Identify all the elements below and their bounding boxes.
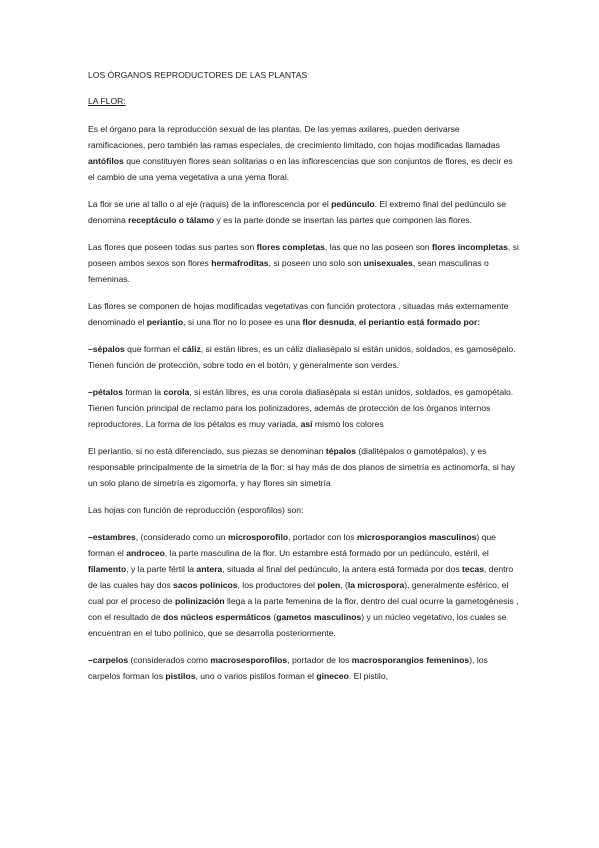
text-run: Las flores que poseen todas sus partes son — [88, 242, 257, 252]
text-run: , si están libres, es una corola dialiasépala si están unidos, soldados, es gamopétalo. Tienen función principal de reclamo para los polinizadores, además de protección de los órganos internos reproductores. La forma de los pétalos es muy variada, — [88, 387, 514, 429]
bold-term: flores completas — [256, 242, 325, 252]
bold-term: la microspora — [347, 580, 405, 590]
text-run: , las que no las poseen son — [324, 242, 432, 252]
bold-term: androceo — [126, 548, 165, 558]
text-run: , sean masculinas o femeninas. — [88, 258, 489, 284]
bold-term: tecas — [462, 564, 485, 574]
text-run: , los productores del — [237, 580, 318, 590]
text-run: , ( — [340, 580, 348, 590]
bold-term: filamento — [88, 564, 127, 574]
text-run: ) que forman el — [88, 532, 496, 558]
text-run: , uno o varios pistilos forman el — [195, 671, 317, 681]
text-run: (considerados como — [128, 655, 211, 665]
bold-term: microsporofilo — [227, 532, 289, 542]
bold-term: gineceo — [316, 671, 349, 681]
bold-term: antófilos — [88, 156, 124, 166]
paragraph — [88, 341, 519, 373]
bold-term: receptáculo o tálamo — [128, 215, 215, 225]
bold-term: unisexuales — [363, 258, 413, 268]
bold-term: pistilos — [165, 671, 196, 681]
bold-term: periantio — [146, 317, 184, 327]
bold-term: gametos masculinos — [276, 612, 362, 622]
text-run: , portador con los — [288, 532, 357, 542]
bold-term: macrosporangios femeninos — [351, 655, 470, 665]
text-run: ), los carpelos forman los — [88, 655, 488, 681]
bold-term: sacos polínicos — [173, 580, 238, 590]
paragraph — [88, 502, 519, 518]
text-run: La flor se une al tallo o al eje (raquis) de la inflorescencia por el — [88, 199, 332, 209]
bold-term: polinización — [174, 596, 225, 606]
bold-term: polen — [317, 580, 341, 590]
bold-term: así — [300, 419, 313, 429]
text-run: El periantio, si no está diferenciado, sus piezas se denominan — [88, 446, 326, 456]
paragraph — [88, 384, 519, 432]
paragraph — [88, 529, 519, 641]
text-run: , portador de los — [287, 655, 352, 665]
bold-term: flores incompletas — [431, 242, 508, 252]
text-run: mismo los colores — [312, 419, 384, 429]
text-run: , si poseen uno solo son — [268, 258, 364, 268]
text-run: ) y un núcleo vegetativo, los cuales se encuentran en el tubo polínico, que se desarrolla posteriormente. — [88, 612, 507, 638]
bold-term: hermafroditas — [211, 258, 269, 268]
bold-term: antera — [196, 564, 223, 574]
text-run: . El pistilo, — [348, 671, 388, 681]
text-run: , si poseen ambos sexos son flores — [88, 242, 519, 268]
text-run: , si una flor no lo posee es una — [183, 317, 303, 327]
paragraph — [88, 298, 519, 330]
bold-term: el periantio está formado por: — [358, 317, 481, 327]
text-run: , dentro de las cuales hay dos — [88, 564, 514, 590]
document-title: LOS ÓRGANOS REPRODUCTORES DE LAS PLANTAS — [88, 70, 308, 80]
bold-term: pedúnculo — [331, 199, 375, 209]
bold-term: corola — [163, 387, 190, 397]
text-run: Las hojas con función de reproducción (esporofilos) son: — [88, 505, 304, 515]
paragraph — [88, 652, 519, 684]
text-run: ), generalmente esférico, el cual por el proceso de — [88, 580, 509, 606]
text-run: Las flores se componen de hojas modificadas vegetativas con función protectora , situadas más externamente denominado el — [88, 301, 509, 327]
text-run: forman la — [122, 387, 164, 397]
bold-term: –estambres — [88, 532, 136, 542]
text-run: ( — [270, 612, 277, 622]
text-run: llega a la parte femenina de la flor, dentro del cual ocurre la gametogénesis , con el resultado de — [88, 596, 519, 622]
paragraph — [88, 239, 519, 287]
text-run: . El extremo final del pedúnculo se denomina — [88, 199, 506, 225]
document-body — [88, 121, 519, 684]
bold-term: tépalos — [325, 446, 356, 456]
paragraph — [88, 121, 519, 185]
text-run: que constituyen flores sean solitarias o en las inflorescencias que son conjuntos de flores, es decir es el cambio de una yema vegetativa a una yema floral. — [88, 156, 513, 182]
paragraph — [88, 443, 519, 491]
bold-term: flor desnuda — [302, 317, 355, 327]
text-run: y es la parte donde se insertan las partes que componen las flores. — [214, 215, 473, 225]
text-run: , si están libres, es un cáliz dialiasépalo si están unidos, soldados, es gamosépalo. Tienen función de protección, sobre todo en el botón, y generalmente son verdes. — [88, 344, 516, 370]
section-heading: LA FLOR: — [88, 96, 126, 106]
text-run: (dialitépalos o gamotépalos), y es responsable principalmente de la simetría de la flor: si hay más de dos planos de simetría es actinomorfa, si hay un solo plano de simetría es zigomorfa, y hay flores sin simetría — [88, 446, 516, 488]
bold-term: –carpelos — [88, 655, 129, 665]
paragraph — [88, 196, 519, 228]
bold-term: cáliz — [182, 344, 201, 354]
bold-term: –pétalos — [88, 387, 123, 397]
bold-term: dos núcleos espermáticos — [163, 612, 271, 622]
text-run: , situada al final del pedúnculo, la antera está formada por dos — [222, 564, 463, 574]
bold-term: macrosesporofilos — [210, 655, 288, 665]
text-run: , — [354, 317, 359, 327]
text-run: , (considerado como un — [135, 532, 228, 542]
text-run: Es el órgano para la reproducción sexual de las plantas. De las yemas axilares, pueden derivarse ramificaciones, pero también las ramas especiales, de crecimiento limitado, con hojas modificadas llamadas — [88, 124, 500, 150]
text-run: , y la parte fértil la — [126, 564, 197, 574]
text-run: , la parte masculina de la flor. Un estambre está formado por un pedúnculo, estéril, el — [164, 548, 489, 558]
text-run: que forman el — [124, 344, 183, 354]
bold-term: –sépalos — [88, 344, 125, 354]
bold-term: microsporangios masculinos — [356, 532, 477, 542]
